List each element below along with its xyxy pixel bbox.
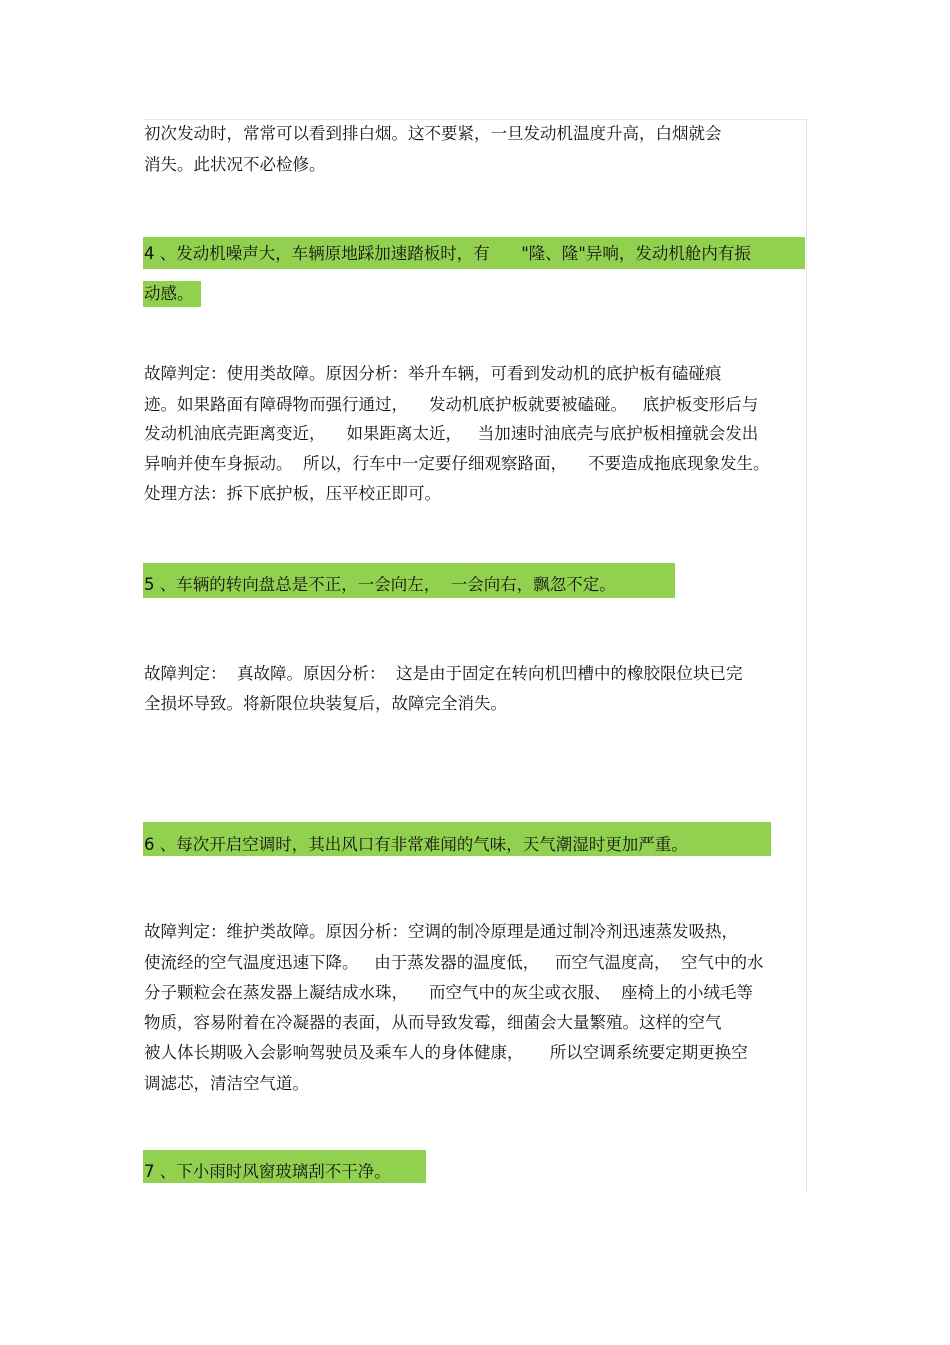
- section5-heading: 5 、车辆的转向盘总是不正，一会向左， 一会向右，飘忽不定。: [144, 575, 616, 594]
- section6-body-line-5: 被人体长期吸入会影响驾驶员及乘车人的身体健康， 所以空调系统要定期更换空: [144, 1043, 748, 1062]
- section4-body-line-1: 故障判定：使用类故障。原因分析：举升车辆，可看到发动机的底护板有磕碰痕: [144, 364, 722, 383]
- section4-heading-line-2: 动感。: [144, 284, 194, 303]
- section4-body-line-4: 异响并使车身振动。 所以，行车中一定要仔细观察路面， 不要造成拖底现象发生。: [144, 454, 770, 473]
- section5-body-line-2: 全损坏导致。将新限位块装复后，故障完全消失。: [144, 694, 507, 713]
- section5-body-line-1: 故障判定： 真故障。原因分析： 这是由于固定在转向机凹槽中的橡胶限位块已完: [144, 664, 743, 683]
- section4-heading-line-1: 4 、发动机噪声大，车辆原地踩加速踏板时，有 "隆、隆"异响，发动机舱内有振: [144, 244, 751, 263]
- section6-heading: 6 、每次开启空调时，其出风口有非常难闻的气味，天气潮湿时更加严重。: [144, 835, 688, 854]
- section6-body-line-6: 调滤芯，清洁空气道。: [144, 1074, 309, 1093]
- section6-body-line-4: 物质，容易附着在冷凝器的表面，从而导致发霉，细菌会大量繁殖。这样的空气: [144, 1013, 722, 1032]
- section4-body-line-3: 发动机油底壳距离变近， 如果距离太近， 当加速时油底壳与底护板相撞就会发出: [144, 424, 759, 443]
- section6-body-line-2: 使流经的空气温度迅速下降。 由于蒸发器的温度低， 而空气温度高， 空气中的水: [144, 953, 764, 972]
- section4-body-line-2: 迹。如果路面有障碍物而强行通过， 发动机底护板就要被磕碰。 底护板变形后与: [144, 395, 759, 414]
- intro-line-2: 消失。此状况不必检修。: [144, 155, 326, 174]
- section6-body-line-3: 分子颗粒会在蒸发器上凝结成水珠， 而空气中的灰尘或衣服、 座椅上的小绒毛等: [144, 983, 753, 1002]
- section7-heading: 7 、下小雨时风窗玻璃刮不干净。: [144, 1162, 391, 1181]
- section6-body-line-1: 故障判定：维护类故障。原因分析：空调的制冷原理是通过制冷剂迅速蒸发吸热，: [144, 922, 738, 941]
- section4-body-line-5: 处理方法：拆下底护板，压平校正即可。: [144, 484, 441, 503]
- intro-line-1: 初次发动时，常常可以看到排白烟。这不要紧，一旦发动机温度升高，白烟就会: [144, 124, 722, 143]
